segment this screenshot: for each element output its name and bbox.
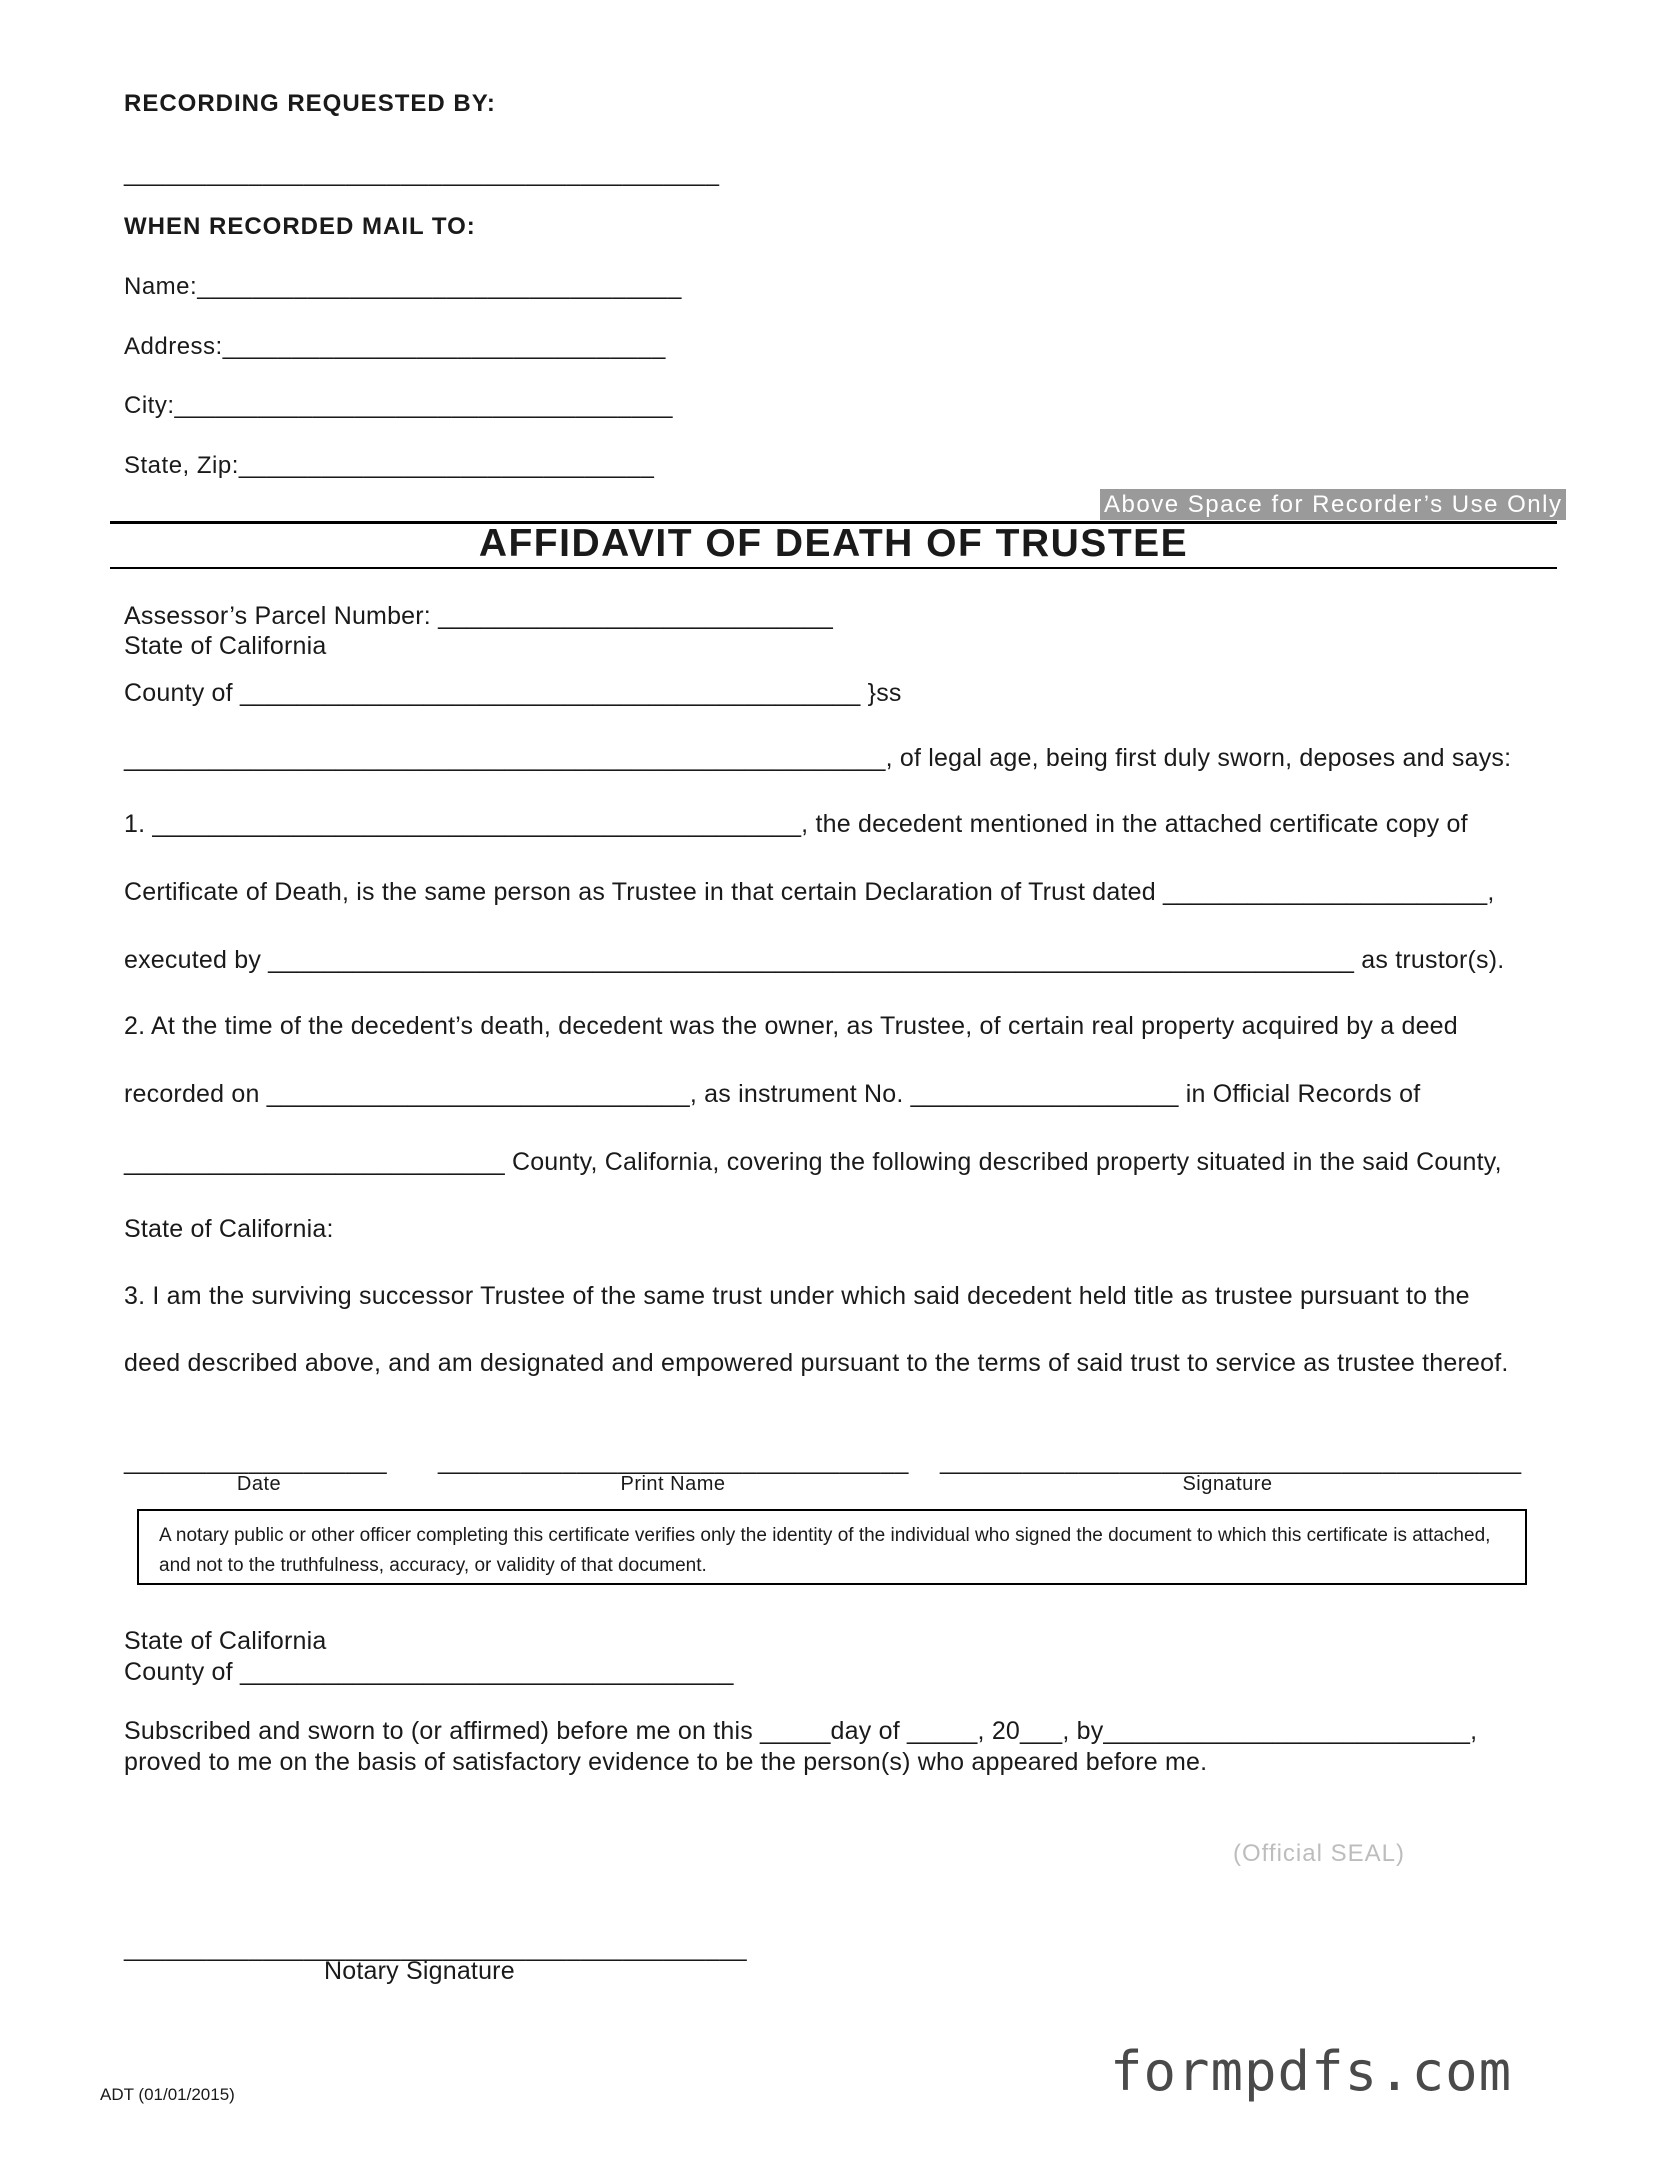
body-line-county[interactable]: ___________________________ County, California, covering the following described property situated in the said County, <box>124 1148 1502 1176</box>
signature-field[interactable]: __________________________________________ <box>940 1448 1522 1475</box>
mail-to-state-zip-field[interactable]: State, Zip:______________________________ <box>124 452 655 479</box>
parcel-number-field[interactable]: Assessor’s Parcel Number: ____________________________ <box>124 602 834 630</box>
print-name-caption: Print Name <box>620 1473 726 1495</box>
mail-to-city-field[interactable]: City:____________________________________ <box>124 392 674 419</box>
mail-to-address-field[interactable]: Address:________________________________ <box>124 333 666 360</box>
when-recorded-mail-to-label: WHEN RECORDED MAIL TO: <box>124 213 476 240</box>
date-field[interactable]: ___________________ <box>124 1448 388 1475</box>
body-line-ownership: 2. At the time of the decedent’s death, decedent was the owner, as Trustee, of certain real property acquired by a deed <box>124 1012 1458 1040</box>
body-line-state: State of California: <box>124 1215 334 1243</box>
venue-state: State of California <box>124 632 327 660</box>
print-name-field[interactable]: __________________________________ <box>438 1448 909 1475</box>
notary-state: State of California <box>124 1627 327 1655</box>
official-seal-label: (Official SEAL) <box>1233 1840 1405 1867</box>
notary-signature-caption: Notary Signature <box>324 1957 515 1985</box>
body-line-recording[interactable]: recorded on ______________________________, as instrument No. ___________________ in Official Records of <box>124 1080 1421 1108</box>
body-line-trustors[interactable]: executed by _____________________________________________________________________________ as trustor(s). <box>124 946 1505 974</box>
venue-county-field[interactable]: County of ____________________________________________ }ss <box>124 679 902 707</box>
recorder-use-label: Above Space for Recorder’s Use Only <box>1100 489 1566 520</box>
date-caption: Date <box>236 1473 282 1495</box>
signature-caption: Signature <box>1182 1473 1273 1495</box>
body-line-trust-date[interactable]: Certificate of Death, is the same person as Trustee in that certain Declaration of Trust dated _______________________, <box>124 878 1495 906</box>
document-title: AFFIDAVIT OF DEATH OF TRUSTEE <box>478 522 1189 565</box>
proved-line: proved to me on the basis of satisfactory evidence to be the person(s) who appeared before me. <box>124 1748 1208 1776</box>
notary-signature-field[interactable]: _____________________________________________ <box>124 1935 748 1962</box>
form-code: ADT (01/01/2015) <box>100 2085 235 2104</box>
body-line-decedent[interactable]: 1. ______________________________________________, the decedent mentioned in the attached certificate copy of <box>124 810 1468 838</box>
formpdfs-watermark: formpdfs.com <box>1110 2040 1513 2103</box>
affiant-line[interactable]: ______________________________________________________, of legal age, being first duly sworn, deposes and says: <box>124 744 1512 772</box>
body-line-successor: 3. I am the surviving successor Trustee of the same trust under which said decedent held title as trustee pursuant to the <box>124 1282 1470 1310</box>
title-bottom-rule <box>110 567 1557 569</box>
recording-requested-by-field[interactable]: ___________________________________________ <box>124 160 720 187</box>
notary-notice-box: A notary public or other officer completing this certificate verifies only the identity of the individual who signed the document to which this certificate is attached, and not to the truthfulness, accuracy, or validity of that document. <box>137 1509 1527 1585</box>
recording-requested-by-label: RECORDING REQUESTED BY: <box>124 90 496 117</box>
mail-to-name-field[interactable]: Name:___________________________________ <box>124 273 682 300</box>
notary-county-field[interactable]: County of ___________________________________ <box>124 1658 734 1686</box>
subscribed-line[interactable]: Subscribed and sworn to (or affirmed) before me on this _____day of _____, 20___, by__________________________, <box>124 1717 1478 1745</box>
body-line-designation: deed described above, and am designated and empowered pursuant to the terms of said trust to service as trustee thereof. <box>124 1349 1509 1377</box>
